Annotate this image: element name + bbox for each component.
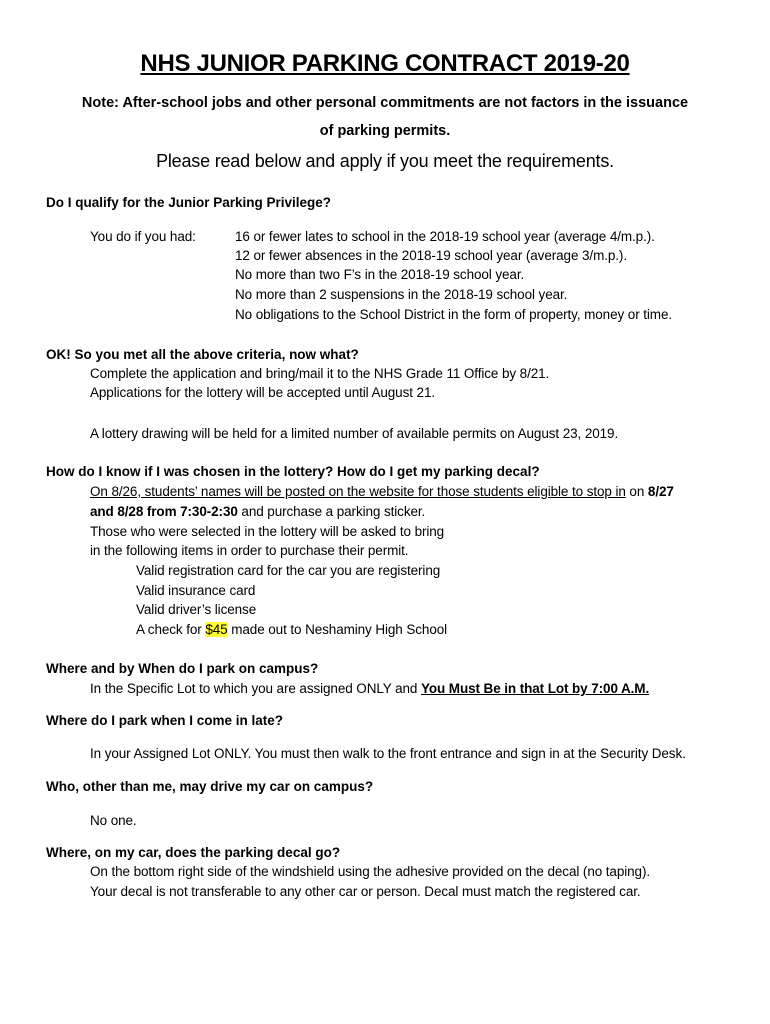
check-amount: $45 bbox=[205, 622, 228, 637]
lottery-line: A lottery drawing will be held for a limited number of available permits on August 23, 2019. bbox=[90, 426, 619, 441]
posting-on: on bbox=[625, 484, 648, 499]
where-when-emphasis: You Must Be in that Lot by 7:00 A.M. bbox=[420, 681, 650, 696]
decal-line: Your decal is not transferable to any other car or person. Decal must match the registered car. bbox=[90, 884, 641, 899]
required-item: Valid driver’s license bbox=[136, 602, 257, 617]
criteria-item: 12 or fewer absences in the 2018-19 school year (average 3/m.p.). bbox=[235, 248, 627, 263]
late-question: Where do I park when I come in late? bbox=[46, 713, 284, 728]
who-answer: No one. bbox=[90, 813, 137, 828]
chosen-line-4: in the following items in order to purchase their permit. bbox=[90, 543, 409, 558]
required-item: Valid registration card for the car you are registering bbox=[136, 563, 441, 578]
criteria-item: No more than 2 suspensions in the 2018-19 school year. bbox=[235, 287, 568, 302]
where-when-text: In the Specific Lot to which you are assigned ONLY and bbox=[90, 681, 421, 696]
chosen-line-3: Those who were selected in the lottery will be asked to bring bbox=[90, 524, 445, 539]
where-when-question: Where and by When do I park on campus? bbox=[46, 661, 319, 676]
next-steps-line: Applications for the lottery will be accepted until August 21. bbox=[90, 385, 436, 400]
chosen-line-2 bbox=[90, 504, 425, 519]
pickup-tail: and purchase a parking sticker. bbox=[237, 504, 426, 519]
where-when-answer bbox=[90, 681, 649, 696]
required-item-check bbox=[136, 622, 447, 637]
qualify-question: Do I qualify for the Junior Parking Privilege? bbox=[46, 195, 332, 210]
decal-question: Where, on my car, does the parking decal go? bbox=[46, 845, 341, 860]
posting-notice: On 8/26, students’ names will be posted on the website for those students eligible to stop in bbox=[90, 484, 626, 499]
chosen-question: How do I know if I was chosen in the lottery? How do I get my parking decal? bbox=[46, 464, 540, 479]
criteria-item: No obligations to the School District in the form of property, money or time. bbox=[235, 307, 672, 322]
check-suffix: made out to Neshaminy High School bbox=[227, 622, 448, 637]
lead-text: Please read below and apply if you meet the requirements. bbox=[156, 151, 614, 171]
qualify-label: You do if you had: bbox=[90, 229, 196, 244]
required-item: Valid insurance card bbox=[136, 583, 256, 598]
pickup-window: and 8/28 from 7:30-2:30 bbox=[90, 504, 238, 519]
posting-date: 8/27 bbox=[647, 484, 674, 499]
criteria-item: No more than two F’s in the 2018-19 school year. bbox=[235, 267, 525, 282]
check-prefix: A check for bbox=[136, 622, 206, 637]
criteria-item: 16 or fewer lates to school in the 2018-19 school year (average 4/m.p.). bbox=[235, 229, 655, 244]
who-question: Who, other than me, may drive my car on campus? bbox=[46, 779, 374, 794]
late-answer: In your Assigned Lot ONLY. You must then walk to the front entrance and sign in at the Security Desk. bbox=[90, 746, 686, 761]
note-line-2: of parking permits. bbox=[319, 123, 451, 139]
page-title: NHS JUNIOR PARKING CONTRACT 2019-20 bbox=[140, 50, 630, 77]
decal-line: On the bottom right side of the windshield using the adhesive provided on the decal (no taping). bbox=[90, 864, 651, 879]
next-steps-line: Complete the application and bring/mail it to the NHS Grade 11 Office by 8/21. bbox=[90, 366, 550, 381]
chosen-line-1 bbox=[90, 484, 674, 499]
note-line-1: Note: After-school jobs and other personal commitments are not factors in the issuance bbox=[81, 95, 689, 111]
next-steps-question: OK! So you met all the above criteria, now what? bbox=[46, 347, 359, 362]
